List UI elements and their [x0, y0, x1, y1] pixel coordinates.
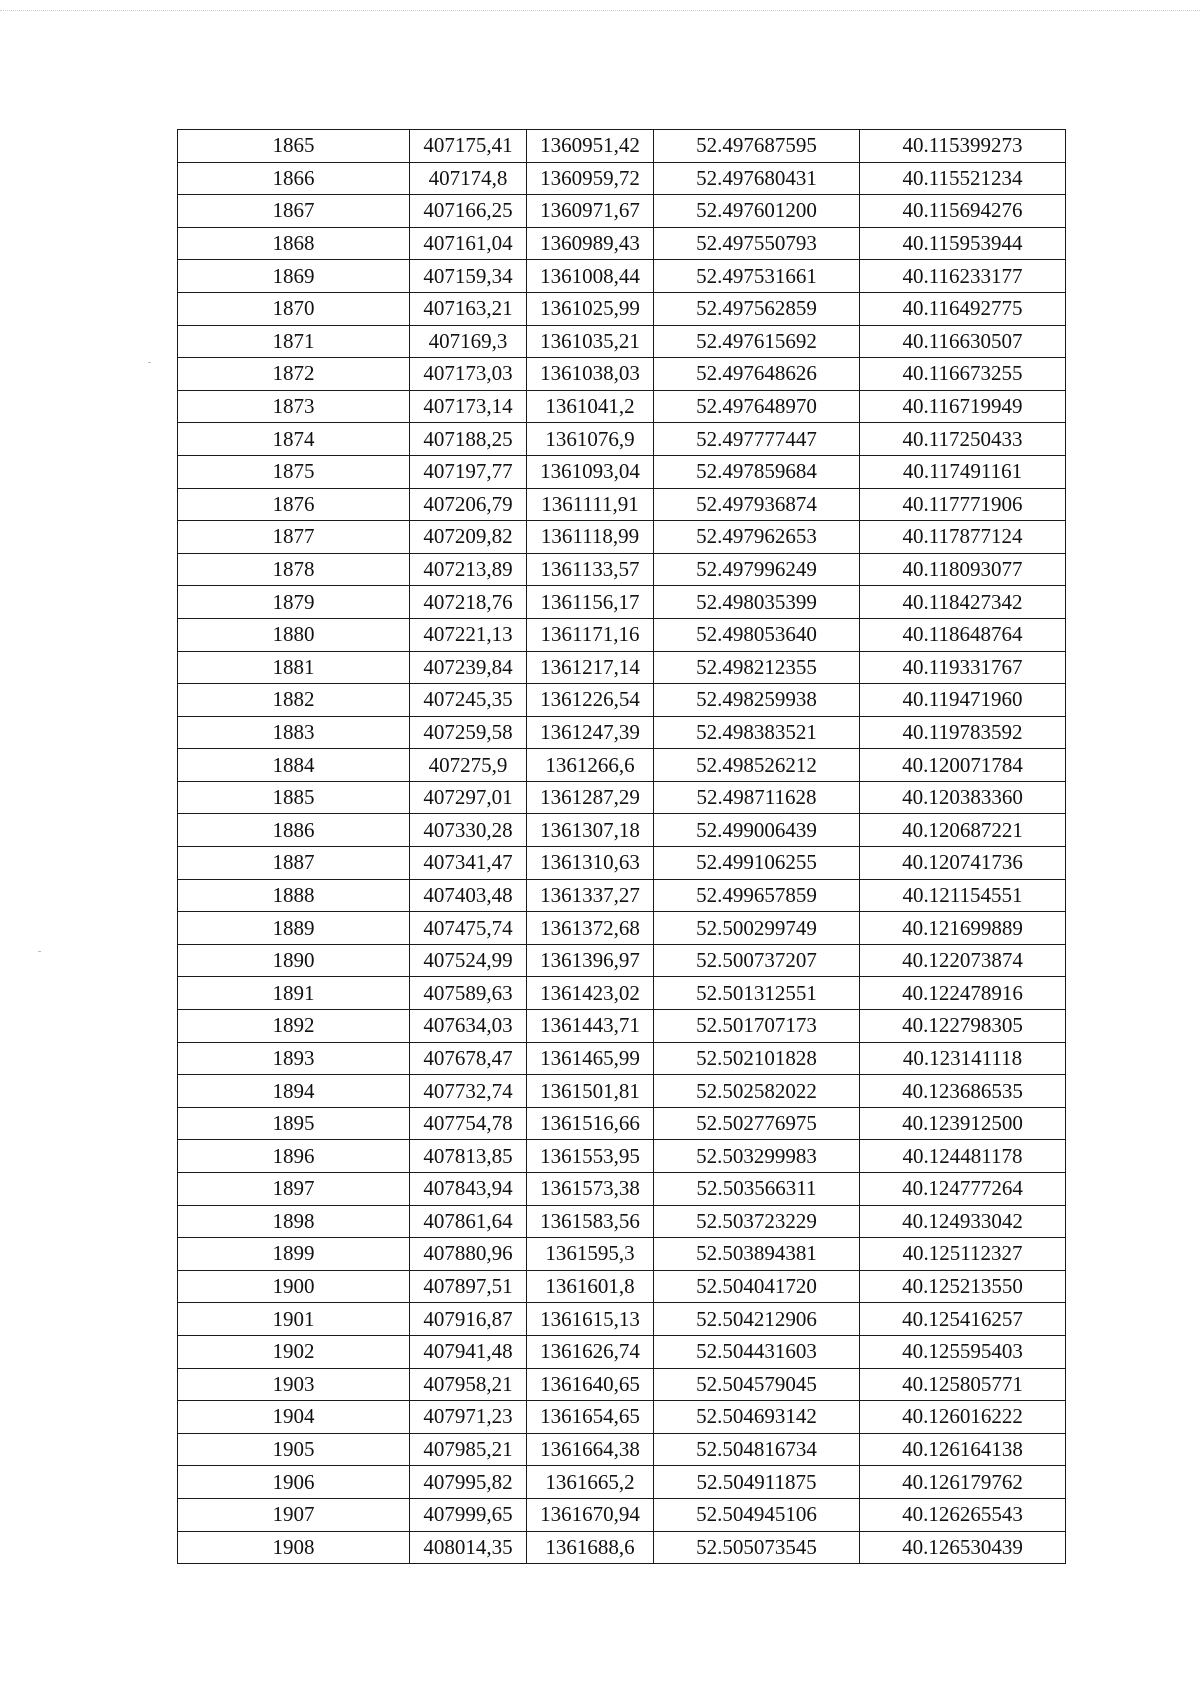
table-row: [178, 1498, 1066, 1531]
x-coordinate-cell: 407259,58: [410, 716, 527, 749]
table-row: [178, 162, 1066, 195]
latitude-cell: 52.501312551: [654, 977, 860, 1010]
longitude-cell: 40.122478916: [860, 977, 1066, 1010]
table-row: [178, 130, 1066, 163]
longitude-cell: 40.122798305: [860, 1010, 1066, 1043]
x-coordinate-cell: 407175,41: [410, 130, 527, 163]
y-coordinate-cell: 1361665,2: [527, 1466, 654, 1499]
latitude-cell: 52.500737207: [654, 944, 860, 977]
point-number-cell: 1890: [178, 944, 410, 977]
table-row: [178, 227, 1066, 260]
table-row: [178, 1075, 1066, 1108]
table-row: [178, 1335, 1066, 1368]
x-coordinate-cell: 407678,47: [410, 1042, 527, 1075]
scan-top-edge: [0, 10, 1200, 11]
point-number-cell: 1870: [178, 292, 410, 325]
point-number-cell: 1906: [178, 1466, 410, 1499]
latitude-cell: 52.503723229: [654, 1205, 860, 1238]
y-coordinate-cell: 1361217,14: [527, 651, 654, 684]
longitude-cell: 40.117250433: [860, 423, 1066, 456]
table-row: [178, 358, 1066, 391]
latitude-cell: 52.502582022: [654, 1075, 860, 1108]
y-coordinate-cell: 1361583,56: [527, 1205, 654, 1238]
latitude-cell: 52.504945106: [654, 1498, 860, 1531]
y-coordinate-cell: 1361226,54: [527, 684, 654, 717]
x-coordinate-cell: 407206,79: [410, 488, 527, 521]
point-number-cell: 1893: [178, 1042, 410, 1075]
point-number-cell: 1904: [178, 1401, 410, 1434]
y-coordinate-cell: 1361688,6: [527, 1531, 654, 1564]
latitude-cell: 52.498035399: [654, 586, 860, 619]
longitude-cell: 40.123141118: [860, 1042, 1066, 1075]
y-coordinate-cell: 1361025,99: [527, 292, 654, 325]
longitude-cell: 40.118427342: [860, 586, 1066, 619]
point-number-cell: 1887: [178, 847, 410, 880]
longitude-cell: 40.125805771: [860, 1368, 1066, 1401]
x-coordinate-cell: 407239,84: [410, 651, 527, 684]
latitude-cell: 52.503894381: [654, 1238, 860, 1271]
table-row: [178, 944, 1066, 977]
longitude-cell: 40.116233177: [860, 260, 1066, 293]
latitude-cell: 52.500299749: [654, 912, 860, 945]
point-number-cell: 1885: [178, 781, 410, 814]
point-number-cell: 1907: [178, 1498, 410, 1531]
latitude-cell: 52.505073545: [654, 1531, 860, 1564]
latitude-cell: 52.497601200: [654, 195, 860, 228]
table-row: [178, 260, 1066, 293]
point-number-cell: 1865: [178, 130, 410, 163]
table-row: [178, 814, 1066, 847]
y-coordinate-cell: 1361118,99: [527, 521, 654, 554]
x-coordinate-cell: 407245,35: [410, 684, 527, 717]
latitude-cell: 52.504431603: [654, 1335, 860, 1368]
x-coordinate-cell: 407634,03: [410, 1010, 527, 1043]
latitude-cell: 52.498383521: [654, 716, 860, 749]
point-number-cell: 1873: [178, 390, 410, 423]
y-coordinate-cell: 1361640,65: [527, 1368, 654, 1401]
latitude-cell: 52.501707173: [654, 1010, 860, 1043]
table-row: [178, 1531, 1066, 1564]
x-coordinate-cell: 407732,74: [410, 1075, 527, 1108]
longitude-cell: 40.121154551: [860, 879, 1066, 912]
point-number-cell: 1902: [178, 1335, 410, 1368]
point-number-cell: 1895: [178, 1107, 410, 1140]
latitude-cell: 52.502776975: [654, 1107, 860, 1140]
y-coordinate-cell: 1361041,2: [527, 390, 654, 423]
table-row: [178, 1368, 1066, 1401]
x-coordinate-cell: 407275,9: [410, 749, 527, 782]
longitude-cell: 40.120383360: [860, 781, 1066, 814]
longitude-cell: 40.120687221: [860, 814, 1066, 847]
y-coordinate-cell: 1361310,63: [527, 847, 654, 880]
table-row: [178, 618, 1066, 651]
table-row: [178, 325, 1066, 358]
y-coordinate-cell: 1361156,17: [527, 586, 654, 619]
point-number-cell: 1891: [178, 977, 410, 1010]
point-number-cell: 1905: [178, 1433, 410, 1466]
point-number-cell: 1884: [178, 749, 410, 782]
x-coordinate-cell: 407330,28: [410, 814, 527, 847]
latitude-cell: 52.497996249: [654, 553, 860, 586]
longitude-cell: 40.124777264: [860, 1173, 1066, 1206]
x-coordinate-cell: 407188,25: [410, 423, 527, 456]
latitude-cell: 52.504579045: [654, 1368, 860, 1401]
latitude-cell: 52.503299983: [654, 1140, 860, 1173]
table-row: [178, 1466, 1066, 1499]
latitude-cell: 52.499106255: [654, 847, 860, 880]
table-row: [178, 781, 1066, 814]
table-row: [178, 1042, 1066, 1075]
table-row: [178, 1140, 1066, 1173]
latitude-cell: 52.504911875: [654, 1466, 860, 1499]
latitude-cell: 52.497936874: [654, 488, 860, 521]
longitude-cell: 40.125213550: [860, 1270, 1066, 1303]
x-coordinate-cell: 407197,77: [410, 455, 527, 488]
table-row: [178, 195, 1066, 228]
table-row: [178, 1010, 1066, 1043]
y-coordinate-cell: 1361247,39: [527, 716, 654, 749]
latitude-cell: 52.498259938: [654, 684, 860, 717]
scan-speck: [148, 362, 151, 363]
point-number-cell: 1889: [178, 912, 410, 945]
x-coordinate-cell: 407524,99: [410, 944, 527, 977]
x-coordinate-cell: 407958,21: [410, 1368, 527, 1401]
latitude-cell: 52.498526212: [654, 749, 860, 782]
longitude-cell: 40.123912500: [860, 1107, 1066, 1140]
x-coordinate-cell: 407995,82: [410, 1466, 527, 1499]
point-number-cell: 1871: [178, 325, 410, 358]
longitude-cell: 40.124933042: [860, 1205, 1066, 1238]
y-coordinate-cell: 1361133,57: [527, 553, 654, 586]
x-coordinate-cell: 407813,85: [410, 1140, 527, 1173]
y-coordinate-cell: 1361443,71: [527, 1010, 654, 1043]
point-number-cell: 1900: [178, 1270, 410, 1303]
table-row: [178, 684, 1066, 717]
table-row: [178, 521, 1066, 554]
point-number-cell: 1882: [178, 684, 410, 717]
x-coordinate-cell: 407297,01: [410, 781, 527, 814]
x-coordinate-cell: 407163,21: [410, 292, 527, 325]
longitude-cell: 40.125416257: [860, 1303, 1066, 1336]
y-coordinate-cell: 1361287,29: [527, 781, 654, 814]
point-number-cell: 1875: [178, 455, 410, 488]
x-coordinate-cell: 407971,23: [410, 1401, 527, 1434]
point-number-cell: 1876: [178, 488, 410, 521]
x-coordinate-cell: 407161,04: [410, 227, 527, 260]
y-coordinate-cell: 1361423,02: [527, 977, 654, 1010]
table-row: [178, 390, 1066, 423]
y-coordinate-cell: 1361035,21: [527, 325, 654, 358]
x-coordinate-cell: 407861,64: [410, 1205, 527, 1238]
longitude-cell: 40.121699889: [860, 912, 1066, 945]
longitude-cell: 40.119331767: [860, 651, 1066, 684]
point-number-cell: 1901: [178, 1303, 410, 1336]
latitude-cell: 52.497680431: [654, 162, 860, 195]
x-coordinate-cell: 407218,76: [410, 586, 527, 619]
latitude-cell: 52.497859684: [654, 455, 860, 488]
x-coordinate-cell: 407173,03: [410, 358, 527, 391]
longitude-cell: 40.126016222: [860, 1401, 1066, 1434]
longitude-cell: 40.117877124: [860, 521, 1066, 554]
point-number-cell: 1899: [178, 1238, 410, 1271]
longitude-cell: 40.118093077: [860, 553, 1066, 586]
longitude-cell: 40.122073874: [860, 944, 1066, 977]
table-row: [178, 651, 1066, 684]
latitude-cell: 52.497562859: [654, 292, 860, 325]
table-row: [178, 455, 1066, 488]
y-coordinate-cell: 1361601,8: [527, 1270, 654, 1303]
point-number-cell: 1877: [178, 521, 410, 554]
latitude-cell: 52.497615692: [654, 325, 860, 358]
table-row: [178, 423, 1066, 456]
latitude-cell: 52.497962653: [654, 521, 860, 554]
longitude-cell: 40.117771906: [860, 488, 1066, 521]
y-coordinate-cell: 1360951,42: [527, 130, 654, 163]
x-coordinate-cell: 407985,21: [410, 1433, 527, 1466]
latitude-cell: 52.502101828: [654, 1042, 860, 1075]
latitude-cell: 52.504816734: [654, 1433, 860, 1466]
longitude-cell: 40.117491161: [860, 455, 1066, 488]
latitude-cell: 52.497531661: [654, 260, 860, 293]
y-coordinate-cell: 1361516,66: [527, 1107, 654, 1140]
y-coordinate-cell: 1360989,43: [527, 227, 654, 260]
point-number-cell: 1886: [178, 814, 410, 847]
table-row: [178, 488, 1066, 521]
point-number-cell: 1903: [178, 1368, 410, 1401]
x-coordinate-cell: 407173,14: [410, 390, 527, 423]
longitude-cell: 40.126179762: [860, 1466, 1066, 1499]
y-coordinate-cell: 1361626,74: [527, 1335, 654, 1368]
latitude-cell: 52.498212355: [654, 651, 860, 684]
point-number-cell: 1879: [178, 586, 410, 619]
point-number-cell: 1866: [178, 162, 410, 195]
latitude-cell: 52.504212906: [654, 1303, 860, 1336]
coordinates-table-body: [178, 130, 1066, 1564]
x-coordinate-cell: 407213,89: [410, 553, 527, 586]
x-coordinate-cell: 408014,35: [410, 1531, 527, 1564]
table-row: [178, 749, 1066, 782]
y-coordinate-cell: 1361615,13: [527, 1303, 654, 1336]
table-row: [178, 586, 1066, 619]
y-coordinate-cell: 1361501,81: [527, 1075, 654, 1108]
y-coordinate-cell: 1361465,99: [527, 1042, 654, 1075]
y-coordinate-cell: 1361553,95: [527, 1140, 654, 1173]
y-coordinate-cell: 1361664,38: [527, 1433, 654, 1466]
scan-speck: [38, 951, 41, 952]
point-number-cell: 1872: [178, 358, 410, 391]
latitude-cell: 52.498711628: [654, 781, 860, 814]
longitude-cell: 40.115399273: [860, 130, 1066, 163]
x-coordinate-cell: 407880,96: [410, 1238, 527, 1271]
table-row: [178, 1303, 1066, 1336]
point-number-cell: 1883: [178, 716, 410, 749]
y-coordinate-cell: 1361076,9: [527, 423, 654, 456]
y-coordinate-cell: 1361372,68: [527, 912, 654, 945]
y-coordinate-cell: 1361038,03: [527, 358, 654, 391]
point-number-cell: 1888: [178, 879, 410, 912]
coordinates-table: [177, 129, 1066, 1564]
x-coordinate-cell: 407169,3: [410, 325, 527, 358]
table-row: [178, 1401, 1066, 1434]
table-row: [178, 1107, 1066, 1140]
x-coordinate-cell: 407941,48: [410, 1335, 527, 1368]
longitude-cell: 40.126530439: [860, 1531, 1066, 1564]
table-row: [178, 1205, 1066, 1238]
table-row: [178, 292, 1066, 325]
latitude-cell: 52.497648626: [654, 358, 860, 391]
y-coordinate-cell: 1361337,27: [527, 879, 654, 912]
x-coordinate-cell: 407754,78: [410, 1107, 527, 1140]
latitude-cell: 52.497777447: [654, 423, 860, 456]
longitude-cell: 40.123686535: [860, 1075, 1066, 1108]
x-coordinate-cell: 407166,25: [410, 195, 527, 228]
x-coordinate-cell: 407341,47: [410, 847, 527, 880]
longitude-cell: 40.120741736: [860, 847, 1066, 880]
longitude-cell: 40.116719949: [860, 390, 1066, 423]
latitude-cell: 52.497550793: [654, 227, 860, 260]
table-row: [178, 847, 1066, 880]
y-coordinate-cell: 1361670,94: [527, 1498, 654, 1531]
x-coordinate-cell: 407475,74: [410, 912, 527, 945]
longitude-cell: 40.116492775: [860, 292, 1066, 325]
y-coordinate-cell: 1360971,67: [527, 195, 654, 228]
table-row: [178, 1173, 1066, 1206]
y-coordinate-cell: 1361573,38: [527, 1173, 654, 1206]
table-row: [178, 912, 1066, 945]
x-coordinate-cell: 407999,65: [410, 1498, 527, 1531]
point-number-cell: 1896: [178, 1140, 410, 1173]
x-coordinate-cell: 407897,51: [410, 1270, 527, 1303]
y-coordinate-cell: 1361093,04: [527, 455, 654, 488]
table-row: [178, 879, 1066, 912]
x-coordinate-cell: 407843,94: [410, 1173, 527, 1206]
longitude-cell: 40.119783592: [860, 716, 1066, 749]
y-coordinate-cell: 1361396,97: [527, 944, 654, 977]
longitude-cell: 40.126164138: [860, 1433, 1066, 1466]
y-coordinate-cell: 1361595,3: [527, 1238, 654, 1271]
table-row: [178, 716, 1066, 749]
longitude-cell: 40.126265543: [860, 1498, 1066, 1531]
longitude-cell: 40.119471960: [860, 684, 1066, 717]
table-row: [178, 1238, 1066, 1271]
point-number-cell: 1874: [178, 423, 410, 456]
point-number-cell: 1878: [178, 553, 410, 586]
longitude-cell: 40.116630507: [860, 325, 1066, 358]
x-coordinate-cell: 407403,48: [410, 879, 527, 912]
y-coordinate-cell: 1360959,72: [527, 162, 654, 195]
point-number-cell: 1869: [178, 260, 410, 293]
longitude-cell: 40.120071784: [860, 749, 1066, 782]
y-coordinate-cell: 1361111,91: [527, 488, 654, 521]
y-coordinate-cell: 1361008,44: [527, 260, 654, 293]
point-number-cell: 1894: [178, 1075, 410, 1108]
latitude-cell: 52.498053640: [654, 618, 860, 651]
latitude-cell: 52.499006439: [654, 814, 860, 847]
latitude-cell: 52.504693142: [654, 1401, 860, 1434]
latitude-cell: 52.499657859: [654, 879, 860, 912]
longitude-cell: 40.115521234: [860, 162, 1066, 195]
latitude-cell: 52.497648970: [654, 390, 860, 423]
point-number-cell: 1867: [178, 195, 410, 228]
longitude-cell: 40.116673255: [860, 358, 1066, 391]
point-number-cell: 1892: [178, 1010, 410, 1043]
x-coordinate-cell: 407916,87: [410, 1303, 527, 1336]
latitude-cell: 52.503566311: [654, 1173, 860, 1206]
point-number-cell: 1868: [178, 227, 410, 260]
x-coordinate-cell: 407174,8: [410, 162, 527, 195]
x-coordinate-cell: 407209,82: [410, 521, 527, 554]
longitude-cell: 40.118648764: [860, 618, 1066, 651]
longitude-cell: 40.125112327: [860, 1238, 1066, 1271]
y-coordinate-cell: 1361654,65: [527, 1401, 654, 1434]
longitude-cell: 40.124481178: [860, 1140, 1066, 1173]
point-number-cell: 1881: [178, 651, 410, 684]
table-row: [178, 977, 1066, 1010]
y-coordinate-cell: 1361307,18: [527, 814, 654, 847]
x-coordinate-cell: 407589,63: [410, 977, 527, 1010]
longitude-cell: 40.125595403: [860, 1335, 1066, 1368]
x-coordinate-cell: 407159,34: [410, 260, 527, 293]
latitude-cell: 52.504041720: [654, 1270, 860, 1303]
table-row: [178, 1270, 1066, 1303]
table-row: [178, 1433, 1066, 1466]
longitude-cell: 40.115953944: [860, 227, 1066, 260]
table-row: [178, 553, 1066, 586]
latitude-cell: 52.497687595: [654, 130, 860, 163]
point-number-cell: 1898: [178, 1205, 410, 1238]
point-number-cell: 1880: [178, 618, 410, 651]
x-coordinate-cell: 407221,13: [410, 618, 527, 651]
y-coordinate-cell: 1361266,6: [527, 749, 654, 782]
point-number-cell: 1897: [178, 1173, 410, 1206]
point-number-cell: 1908: [178, 1531, 410, 1564]
longitude-cell: 40.115694276: [860, 195, 1066, 228]
y-coordinate-cell: 1361171,16: [527, 618, 654, 651]
